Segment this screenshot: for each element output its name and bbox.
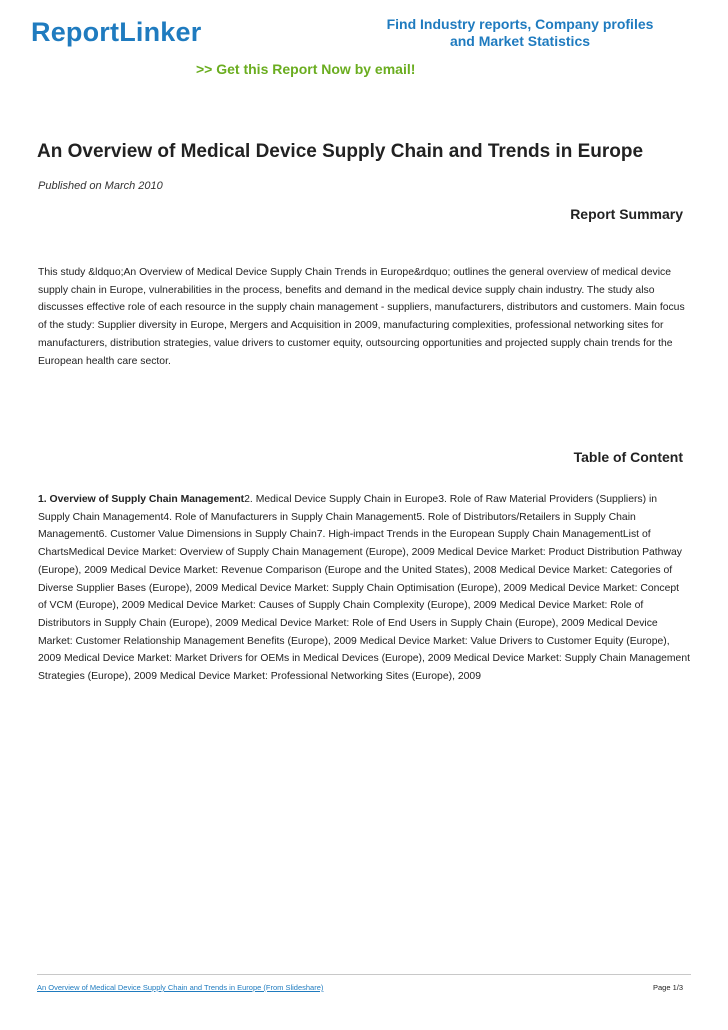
table-of-content-text [38,491,690,686]
toc-rest: 2. Medical Device Supply Chain in Europe3. Role of Raw Material Providers (Suppliers) in Supply Chain Management4. Role of Manufacturers in Supply Chain Management5. Role of Distributors/Retailers in Supply Chain Management6. Customer Value Dimensions in Supply Chain7. High-impact Trends in the European Supply Chain ManagementList of ChartsMedical Device Market: Overview of Supply Chain Management (Europe), 2009 Medical Device Market: Product Distribution Pathway (Europe), 2009 Medical Device Market: Revenue Comparison (Europe and the United States), 2008 Medical Device Market: Categories of Diverse Supplier Bases (Europe), 2009 Medical Device Market: Supply Chain Optimisation (Europe), 2009 Medical Device Market: Concept of VCM (Europe), 2009 Medical Device Market: Causes of Supply Chain Complexity (Europe), 2009 Medical Device Market: Role of Distributors in Supply Chain (Europe), 2009 Medical Device Market: Role of End Users in Supply Chain (Europe), 2009 Medical Device Market: Customer Relationship Management Benefits (Europe), 2009 Medical Device Market: Value Drivers to Customer Equity (Europe), 2009 Medical Device Market: Market Drivers for OEMs in Medical Devices (Europe), 2009 Medical Device Market: Supply Chain Management Strategies (Europe), 2009 Medical Device Market: Professional Networking Sites (Europe), 2009 [38,494,690,683]
toc-first-item: 1. Overview of Supply Chain Management [38,494,245,505]
published-date: Published on March 2010 [38,180,163,192]
footer-divider [37,974,691,975]
footer-source-link[interactable]: An Overview of Medical Device Supply Chain and Trends in Europe (From Slideshare) [37,983,324,992]
header-tagline [360,16,680,50]
page-number: Page 1/3 [652,983,683,992]
table-of-content-heading: Table of Content [573,449,683,465]
report-title: An Overview of Medical Device Supply Chain and Trends in Europe [37,141,644,162]
tagline-line-2: and Market Statistics [449,33,591,49]
tagline-line-1: Find Industry reports, Company profiles [386,16,654,32]
report-summary-text: This study &ldquo;An Overview of Medical Device Supply Chain Trends in Europe&rdquo; outlines the general overview of medical device supply chain in Europe, vulnerabilities in the process, benefits and demand in the medical device supply chain industry. The study also discusses effective role of each resource in the supply chain management - suppliers, manufacturers, distributors and customers. Main focus of the study: Supplier diversity in Europe, Mergers and Acquisition in 2009, manufacturing complexities, professional networking sites for manufacturers, distribution strategies, value drivers to customer equity, outsourcing opportunities and projected supply chain trends for the European health care sector. [38,267,685,367]
report-summary-heading: Report Summary [570,206,683,222]
get-report-by-email-link[interactable]: >> Get this Report Now by email! [196,61,416,77]
reportlinker-logo[interactable]: ReportLinker [31,17,202,47]
